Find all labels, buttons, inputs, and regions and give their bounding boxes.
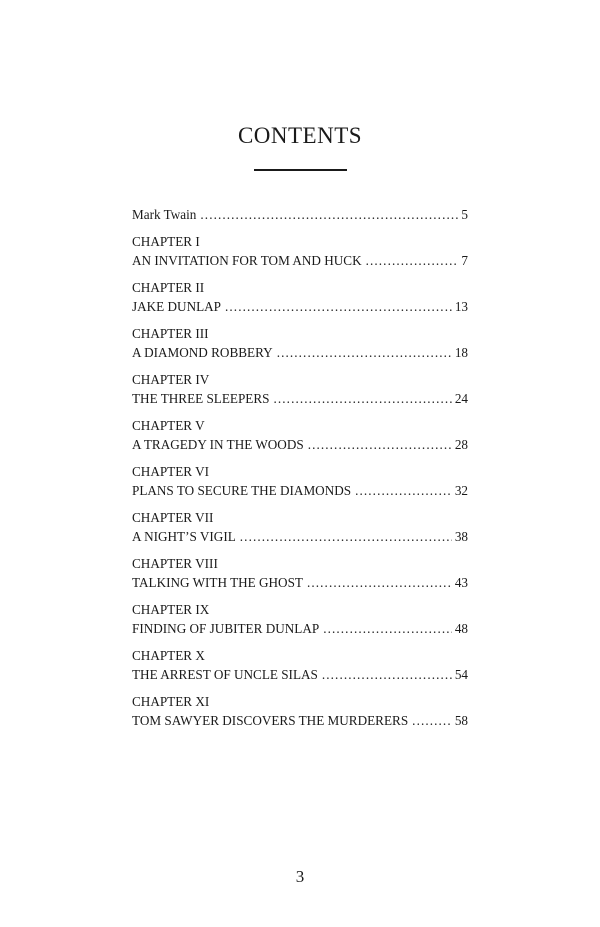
chapter-number: CHAPTER VII	[132, 510, 214, 525]
entry-page-number: 48	[454, 621, 468, 636]
chapter-title: PLANS TO SECURE THE DIAMONDS	[132, 483, 352, 498]
chapter-title: THE THREE SLEEPERS	[132, 391, 270, 406]
dot-leader	[277, 343, 452, 362]
chapter-title: AN INVITATION FOR TOM AND HUCK	[132, 253, 362, 268]
dot-leader	[323, 619, 452, 638]
page-number: 3	[295, 867, 305, 886]
chapter-number: CHAPTER III	[132, 326, 209, 341]
chapter-title: THE ARREST OF UNCLE SILAS	[132, 667, 318, 682]
toc-line	[132, 251, 468, 270]
toc-entry-chapter-6[interactable]	[132, 462, 468, 500]
toc-line	[132, 297, 468, 316]
dot-leader	[322, 665, 452, 684]
toc-entry-chapter-2[interactable]	[132, 278, 468, 316]
table-of-contents	[132, 205, 468, 730]
toc-entry-chapter-3[interactable]	[132, 324, 468, 362]
toc-entry-chapter-8[interactable]	[132, 554, 468, 592]
toc-entry-chapter-10[interactable]	[132, 646, 468, 684]
toc-line	[132, 711, 468, 730]
toc-line	[132, 435, 468, 454]
entry-page-number: 58	[454, 713, 468, 728]
entry-page-number: 43	[454, 575, 468, 590]
entry-page-number: 24	[454, 391, 468, 406]
dot-leader	[225, 297, 452, 316]
chapter-title: TALKING WITH THE GHOST	[132, 575, 303, 590]
chapter-number: CHAPTER I	[132, 234, 200, 249]
chapter-title: A NIGHT’S VIGIL	[132, 529, 236, 544]
toc-line	[132, 481, 468, 500]
chapter-number: CHAPTER V	[132, 418, 205, 433]
toc-line	[132, 205, 468, 224]
entry-page-number: 18	[454, 345, 468, 360]
toc-line	[132, 665, 468, 684]
dot-leader	[355, 481, 452, 500]
entry-page-number: 54	[454, 667, 468, 682]
chapter-number: CHAPTER II	[132, 280, 205, 295]
entry-page-number: 38	[454, 529, 468, 544]
toc-entry-chapter-5[interactable]	[132, 416, 468, 454]
toc-line	[132, 527, 468, 546]
page-title: CONTENTS	[237, 123, 363, 148]
chapter-number: CHAPTER VIII	[132, 556, 218, 571]
entry-title: Mark Twain	[132, 207, 197, 222]
dot-leader	[240, 527, 452, 546]
entry-page-number: 7	[461, 253, 468, 268]
chapter-title: A TRAGEDY IN THE WOODS	[132, 437, 304, 452]
toc-line	[132, 619, 468, 638]
chapter-number: CHAPTER IX	[132, 602, 210, 617]
toc-line	[132, 573, 468, 592]
chapter-title: FINDING OF JUBITER DUNLAP	[132, 621, 320, 636]
dot-leader	[412, 711, 452, 730]
title-divider	[254, 169, 347, 171]
chapter-number: CHAPTER XI	[132, 694, 210, 709]
dot-leader	[274, 389, 452, 408]
chapter-title: JAKE DUNLAP	[132, 299, 222, 314]
chapter-number: CHAPTER X	[132, 648, 205, 663]
chapter-number: CHAPTER VI	[132, 464, 210, 479]
dot-leader	[308, 435, 452, 454]
entry-page-number: 13	[454, 299, 468, 314]
toc-line	[132, 389, 468, 408]
entry-page-number: 32	[454, 483, 468, 498]
entry-page-number: 5	[461, 207, 468, 222]
toc-entry-chapter-1[interactable]	[132, 232, 468, 270]
dot-leader	[307, 573, 452, 592]
toc-entry-chapter-9[interactable]	[132, 600, 468, 638]
chapter-title: TOM SAWYER DISCOVERS THE MURDERERS	[132, 713, 409, 728]
toc-entry-chapter-4[interactable]	[132, 370, 468, 408]
toc-entry-chapter-7[interactable]	[132, 508, 468, 546]
chapter-title: A DIAMOND ROBBERY	[132, 345, 273, 360]
entry-page-number: 28	[454, 437, 468, 452]
toc-entry-author-note[interactable]	[132, 205, 468, 224]
dot-leader	[200, 205, 458, 224]
chapter-number: CHAPTER IV	[132, 372, 210, 387]
toc-entry-chapter-11[interactable]	[132, 692, 468, 730]
dot-leader	[366, 251, 459, 270]
toc-line	[132, 343, 468, 362]
